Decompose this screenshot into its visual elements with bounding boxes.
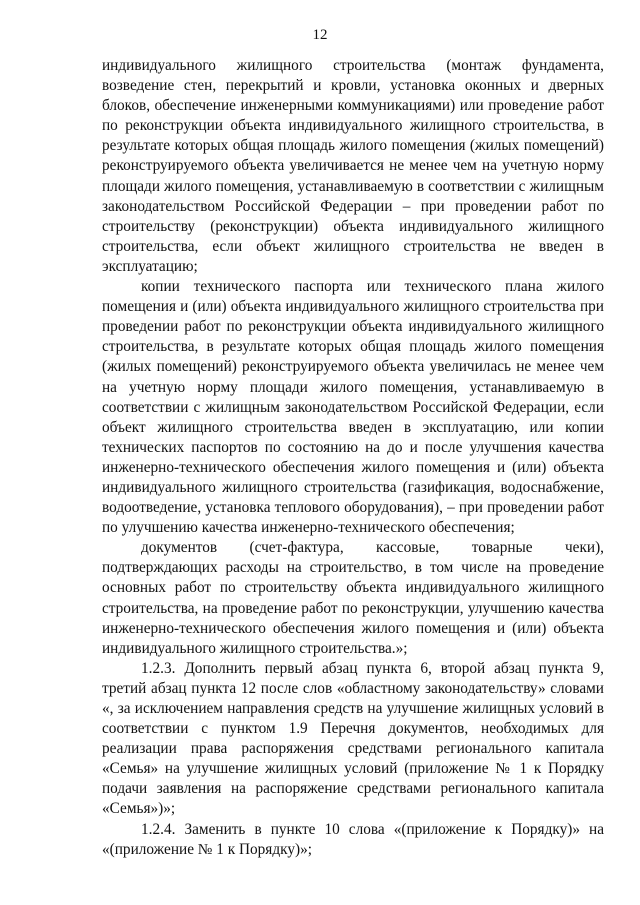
document-body [102,56,604,860]
paragraph-item-1-2-3: 1.2.3. Дополнить первый абзац пункта 6, второй абзац пункта 9, третий абзац пункта 12 после слов «областному законодательству» словами «, за исключением направления средств на улучшение жилищных условий в соответствии с пунктом 1.9 Перечня документов, необходимых для реализации права распоряжения средствами регионального капитала «Семья» на улучшение жилищных условий (приложение № 1 к Порядку подачи заявления на распоряжение средствами регионального капитала «Семья»)»; [102,659,604,818]
paragraph-construction-documents: индивидуального жилищного строительства (монтаж фундамента, возведение стен, перекрытий и кровли, установка оконных и дверных блоков, обеспечение инженерными коммуникациями) или проведение работ по реконструкции объекта индивидуального жилищного строительства, в результате которых общая площадь жилого помещения (жилых помещений) реконструируемого объекта увеличивается не менее чем на учетную норму площади жилого помещения, устанавливаемую в соответствии с жилищным законодательством Российской Федерации – при проведении работ по строительству (реконструкции) объекта индивидуального жилищного строительства, если объект жилищного строительства не введен в эксплуатацию; [102,57,604,275]
page-number: 12 [312,27,328,43]
paragraph-item-1-2-4: 1.2.4. Заменить в пункте 10 слова «(приложение к Порядку)» на «(приложение № 1 к Порядку)»; [102,820,604,858]
paragraph-technical-passport: копии технического паспорта или технического плана жилого помещения и (или) объекта индивидуального жилищного строительства при проведении работ по реконструкции объекта индивидуального жилищного строительства, в результате которых общая площадь жилого помещения (жилых помещений) реконструируемого объекта увеличилась не менее чем на учетную норму площади жилого помещения, устанавливаемую в соответствии с жилищным законодательством Российской Федерации, если объект жилищного строительства введен в эксплуатацию, или копии технических паспортов по состоянию на до и после улучшения качества инженерно-технического обеспечения жилого помещения и (или) объекта индивидуального жилищного строительства (газификация, водоснабжение, водоотведение, установка теплового оборудования), – при проведении работ по улучшению качества инженерно-технического обеспечения; [102,278,604,537]
paragraph-expense-documents: документов (счет-фактура, кассовые, товарные чеки), подтверждающих расходы на строительство, в том числе на проведение основных работ по строительству объекта индивидуального жилищного строительства, на проведение работ по реконструкции, улучшению качества инженерно-технического обеспечения жилого помещения и (или) объекта индивидуального жилищного строительства.»; [102,539,604,657]
